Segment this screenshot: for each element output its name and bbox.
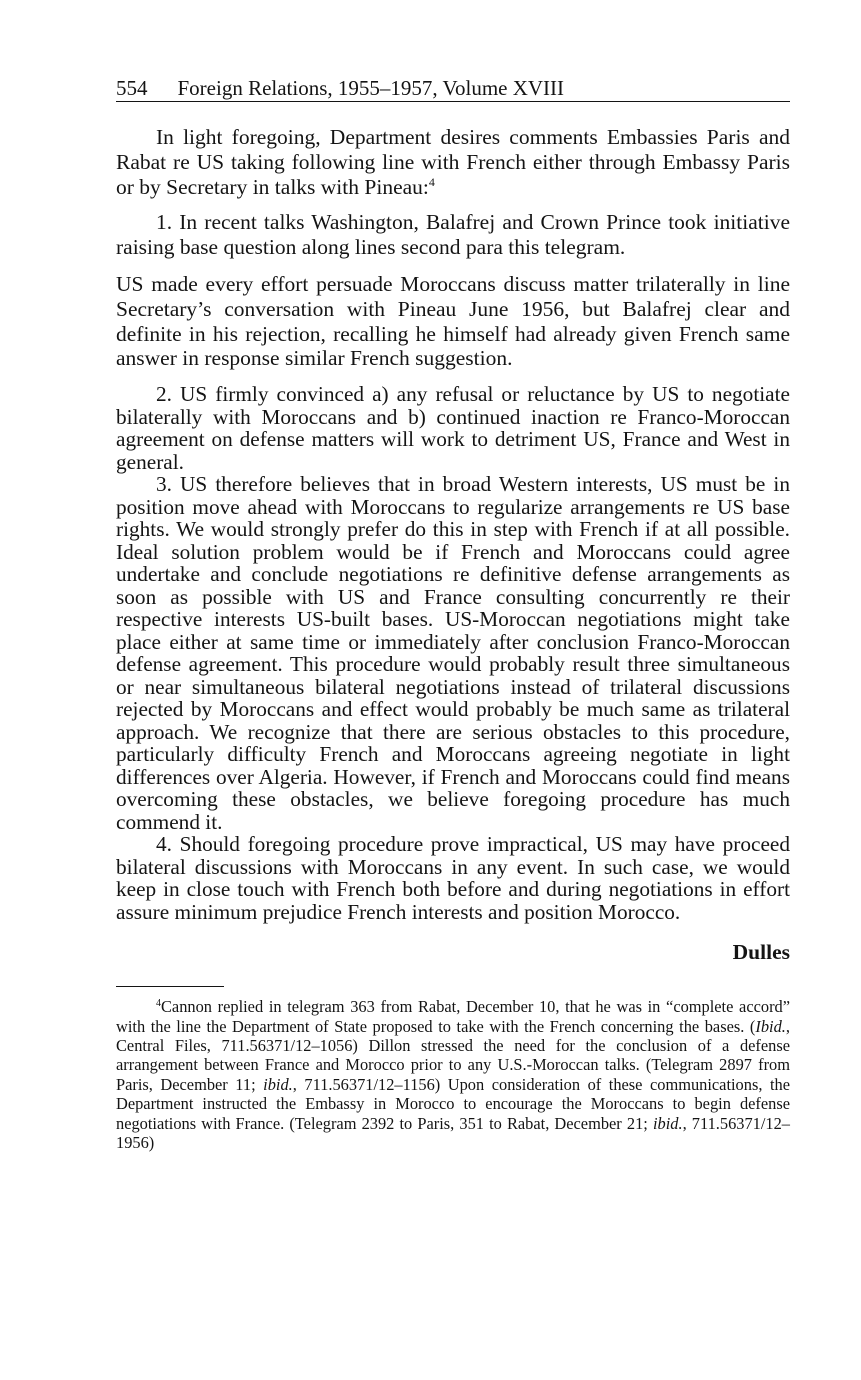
footnote-text-2: , Central Files, 711.56371/12–1056) Dillon stressed the need for the conclusion of a defense arrangement between France and Morocco prior to any U.S.-Moroccan talks. (Telegram 2897 from Paris, December 11; [116,1016,790,1094]
footnote-ibid-1: Ibid. [755,1016,786,1036]
intro-text: In light foregoing, Department desires comments Embassies Paris and Rabat re US taking following line with French either through Embassy Paris or by Secretary in talks with Pineau: [116,125,790,199]
point-3-paragraph: 3. US therefore believes that in broad Western interests, US must be in position move ahead with Moroccans to regularize arrangements re US base rights. We would strongly prefer do this in step with French if at all possible. Ideal solution problem would be if French and Moroccans could agree undertake and conclude negotiations re definitive defense arrangements as soon as possible with US and France consulting concurrently re their respective interests US-built bases. US-Moroccan negotiations might take place either at same time or immediately after conclusion Franco-Moroccan defense agreement. This procedure would probably result three simultaneous or near simultaneous bilateral negotiations instead of trilateral discussions rejected by Moroccans and effect would probably be much same as trilateral approach. We recognize that there are serious obstacles to this procedure, particularly difficulty French and Moroccans agreeing negotiate in light differences over Algeria. However, if French and Moroccans could find means overcoming these obstacles, we believe foregoing procedure has much commend it. [116,472,790,834]
footnote-divider [116,986,224,987]
footnote-ibid-2: ibid. [263,1074,293,1094]
point-1-continuation: US made every effort persuade Moroccans discuss matter trilaterally in line Secretary’s conversation with Pineau June 1956, but Balafrej clear and definite in his rejection, recalling he himself had already given French same answer in response similar French suggestion. [116,271,790,371]
footnote-text-4: , 711.56371/12–1956) [116,1113,790,1153]
header-title: Foreign Relations, 1955–1957, Volume XVIII [177,76,565,100]
footnote-text-3: , 711.56371/12–1156) Upon consideration of these communications, the Department instructed the Embassy in Morocco to encourage the Moroccans to begin defense negotiations with France. (Telegram 2392 to Paris, 351 to Rabat, December 21; [116,1074,790,1133]
page-number: 554 [116,76,148,100]
point-2-paragraph: 2. US firmly convinced a) any refusal or reluctance by US to negotiate bilaterally with Moroccans and b) continued inaction re Franco-Moroccan agreement on defense matters will work to detriment US, France and West in general. [116,382,790,474]
footnote-reference: 4 [428,174,435,189]
footnote-text-1: Cannon replied in telegram 363 from Rabat, December 10, that he was in “complete accord” with the line the Department of State proposed to take with the French concerning the bases. ( [116,997,790,1036]
footnote-ibid-3: ibid. [652,1113,683,1133]
intro-paragraph [116,125,790,199]
point-4-paragraph: 4. Should foregoing procedure prove impractical, US may have proceed bilateral discussions with Moroccans in any event. In such case, we would keep in close touch with French both before and during negotiations in effort assure minimum prejudice French interests and position Morocco. [116,832,790,924]
point-1-paragraph: 1. In recent talks Washington, Balafrej and Crown Prince took initiative raising base question along lines second para this telegram. [116,210,790,260]
footnote-marker: 4 [156,998,161,1010]
footnote-4 [116,997,790,1152]
signature: Dulles [732,940,790,965]
document-page [116,76,790,1152]
running-header [116,76,790,102]
